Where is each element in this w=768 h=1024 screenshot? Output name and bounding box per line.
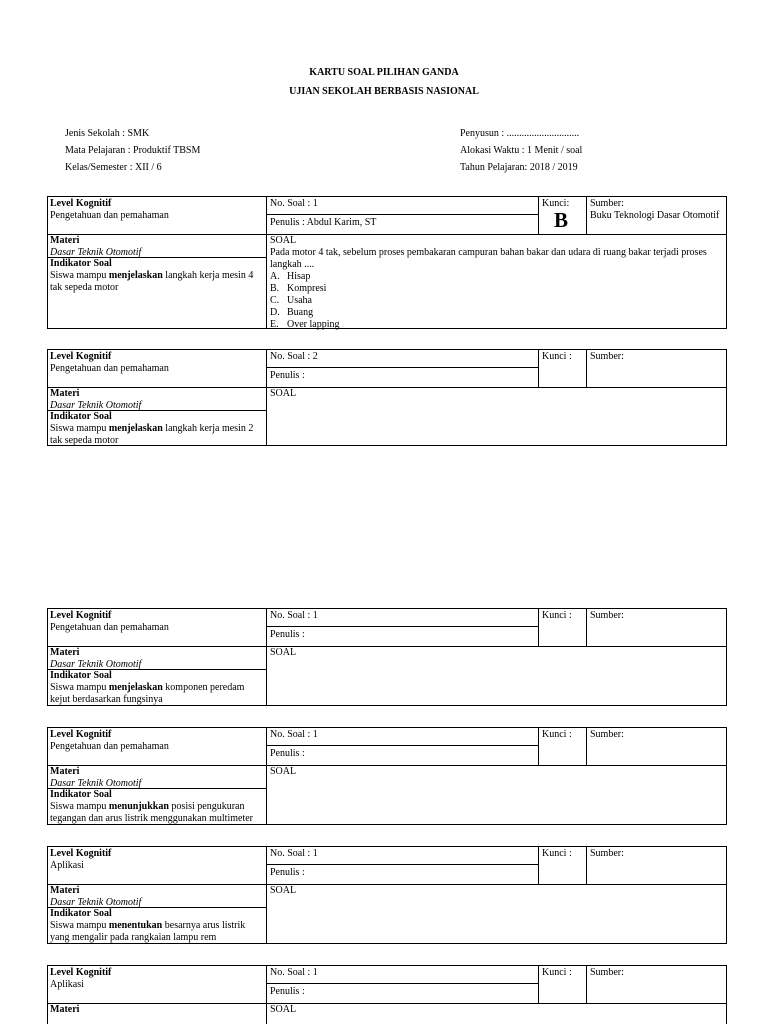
level-kognitif-value: Pengetahuan dan pemahaman (50, 622, 169, 633)
penulis: Penulis : (270, 370, 305, 381)
info-kelas-semester: Kelas/Semester : XII / 6 (65, 162, 162, 173)
info-jenis-sekolah: Jenis Sekolah : SMK (65, 128, 150, 139)
sumber-label: Sumber: (590, 967, 624, 978)
level-kognitif-label: Level Kognitif (50, 351, 112, 362)
indikator-label: Indikator Soal (50, 908, 112, 919)
no-soal: No. Soal : 1 (270, 967, 318, 978)
question-card (47, 196, 727, 329)
indikator-label: Indikator Soal (50, 789, 112, 800)
materi-value: Dasar Teknik Otomotif (50, 400, 142, 411)
materi-cell (48, 388, 266, 412)
no-soal: No. Soal : 1 (270, 729, 318, 740)
level-kognitif-value: Aplikasi (50, 860, 84, 871)
level-kognitif-value: Pengetahuan dan pemahaman (50, 741, 169, 752)
penulis: Penulis : (270, 629, 305, 640)
kunci-label: Kunci : (542, 351, 572, 362)
level-kognitif-value: Pengetahuan dan pemahaman (50, 210, 169, 221)
materi-value: Dasar Teknik Otomotif (50, 659, 142, 670)
level-kognitif-value: Aplikasi (50, 979, 84, 990)
penulis: Penulis : (270, 748, 305, 759)
sumber-cell (588, 198, 726, 222)
kunci-label: Kunci : (542, 729, 572, 740)
sumber-label: Sumber: (590, 351, 624, 362)
question-card (47, 349, 727, 446)
kunci-cell (540, 198, 586, 234)
question-card (47, 965, 727, 1024)
no-soal: No. Soal : 1 (270, 610, 318, 621)
indikator-label: Indikator Soal (50, 411, 112, 422)
info-alokasi-waktu: Alokasi Waktu : 1 Menit / soal (460, 145, 583, 156)
sumber-label: Sumber: (590, 729, 624, 740)
indikator-cell (48, 670, 266, 706)
indikator-label: Indikator Soal (50, 258, 112, 269)
kunci-label: Kunci : (542, 610, 572, 621)
materi-label: Materi (50, 1004, 80, 1015)
soal-label: SOAL (270, 647, 297, 658)
question-card (47, 727, 727, 825)
materi-cell (48, 1004, 266, 1016)
penulis: Penulis : (270, 867, 305, 878)
option-b: B. Kompresi (270, 283, 327, 294)
page-title: KARTU SOAL PILIHAN GANDA (309, 67, 459, 78)
option-c: C. Usaha (270, 295, 312, 306)
soal-label: SOAL (270, 388, 297, 399)
indikator-cell (48, 789, 266, 825)
level-kognitif-cell (48, 610, 266, 634)
soal-label: SOAL (270, 1004, 297, 1015)
materi-value: Dasar Teknik Otomotif (50, 897, 142, 908)
option-d: D. Buang (270, 307, 314, 318)
soal-cell (268, 235, 724, 331)
materi-label: Materi (50, 647, 80, 658)
info-tahun-pelajaran: Tahun Pelajaran: 2018 / 2019 (460, 162, 578, 173)
options-list (270, 271, 722, 331)
no-soal: No. Soal : 1 (270, 198, 318, 209)
materi-value: Dasar Teknik Otomotif (50, 778, 142, 789)
info-penyusun: Penyusun : ............................. (460, 128, 580, 139)
kunci-label: Kunci : (542, 848, 572, 859)
penulis: Penulis : Abdul Karim, ST (270, 217, 377, 228)
question-card (47, 846, 727, 944)
level-kognitif-label: Level Kognitif (50, 729, 112, 740)
indikator-cell (48, 411, 266, 447)
indikator-cell (48, 258, 266, 294)
materi-label: Materi (50, 388, 80, 399)
soal-label: SOAL (270, 235, 297, 246)
indikator-value: Siswa mampu menentukan besarnya arus listrik yang mengalir pada rangkaian lampu rem (50, 920, 246, 943)
no-soal: No. Soal : 2 (270, 351, 318, 362)
kunci-label: Kunci : (542, 967, 572, 978)
option-a: A. Hisap (270, 271, 311, 282)
no-soal: No. Soal : 1 (270, 848, 318, 859)
question-card (47, 608, 727, 706)
level-kognitif-label: Level Kognitif (50, 848, 112, 859)
info-mata-pelajaran: Mata Pelajaran : Produktif TBSM (65, 145, 201, 156)
materi-value: Dasar Teknik Otomotif (50, 247, 142, 258)
question-text: Pada motor 4 tak, sebelum proses pembakaran campuran bahan bakar dan udara di ruang bakar terjadi proses langkah .... (270, 247, 707, 270)
level-kognitif-label: Level Kognitif (50, 198, 112, 209)
option-e: E. Over lapping (270, 319, 340, 330)
level-kognitif-cell (48, 729, 266, 753)
materi-cell (48, 235, 266, 259)
sumber-label: Sumber: (590, 198, 624, 209)
level-kognitif-cell (48, 848, 266, 872)
kunci-label: Kunci: (542, 198, 570, 209)
materi-cell (48, 647, 266, 671)
indikator-value: Siswa mampu menjelaskan langkah kerja mesin 2 tak sepeda motor (50, 423, 254, 446)
materi-cell (48, 766, 266, 790)
answer-key: B (554, 208, 569, 232)
page-subtitle: UJIAN SEKOLAH BERBASIS NASIONAL (289, 86, 479, 97)
sumber-value: Buku Teknologi Dasar Otomotif (590, 210, 720, 221)
level-kognitif-label: Level Kognitif (50, 610, 112, 621)
indikator-cell (48, 908, 266, 944)
indikator-value: Siswa mampu menunjukkan posisi pengukuran tegangan dan arus listrik menggunakan multimeter (50, 801, 253, 824)
materi-label: Materi (50, 235, 80, 246)
indikator-value: Siswa mampu menjelaskan komponen peredam kejut berdasarkan fungsinya (50, 682, 245, 705)
indikator-value: Siswa mampu menjelaskan langkah kerja mesin 4 tak sepeda motor (50, 270, 254, 293)
soal-label: SOAL (270, 766, 297, 777)
indikator-label: Indikator Soal (50, 670, 112, 681)
materi-cell (48, 885, 266, 909)
materi-label: Materi (50, 885, 80, 896)
penulis: Penulis : (270, 986, 305, 997)
level-kognitif-cell (48, 967, 266, 991)
level-kognitif-label: Level Kognitif (50, 967, 112, 978)
level-kognitif-value: Pengetahuan dan pemahaman (50, 363, 169, 374)
sumber-label: Sumber: (590, 610, 624, 621)
level-kognitif-cell (48, 198, 266, 222)
soal-label: SOAL (270, 885, 297, 896)
level-kognitif-cell (48, 351, 266, 375)
materi-label: Materi (50, 766, 80, 777)
sumber-label: Sumber: (590, 848, 624, 859)
